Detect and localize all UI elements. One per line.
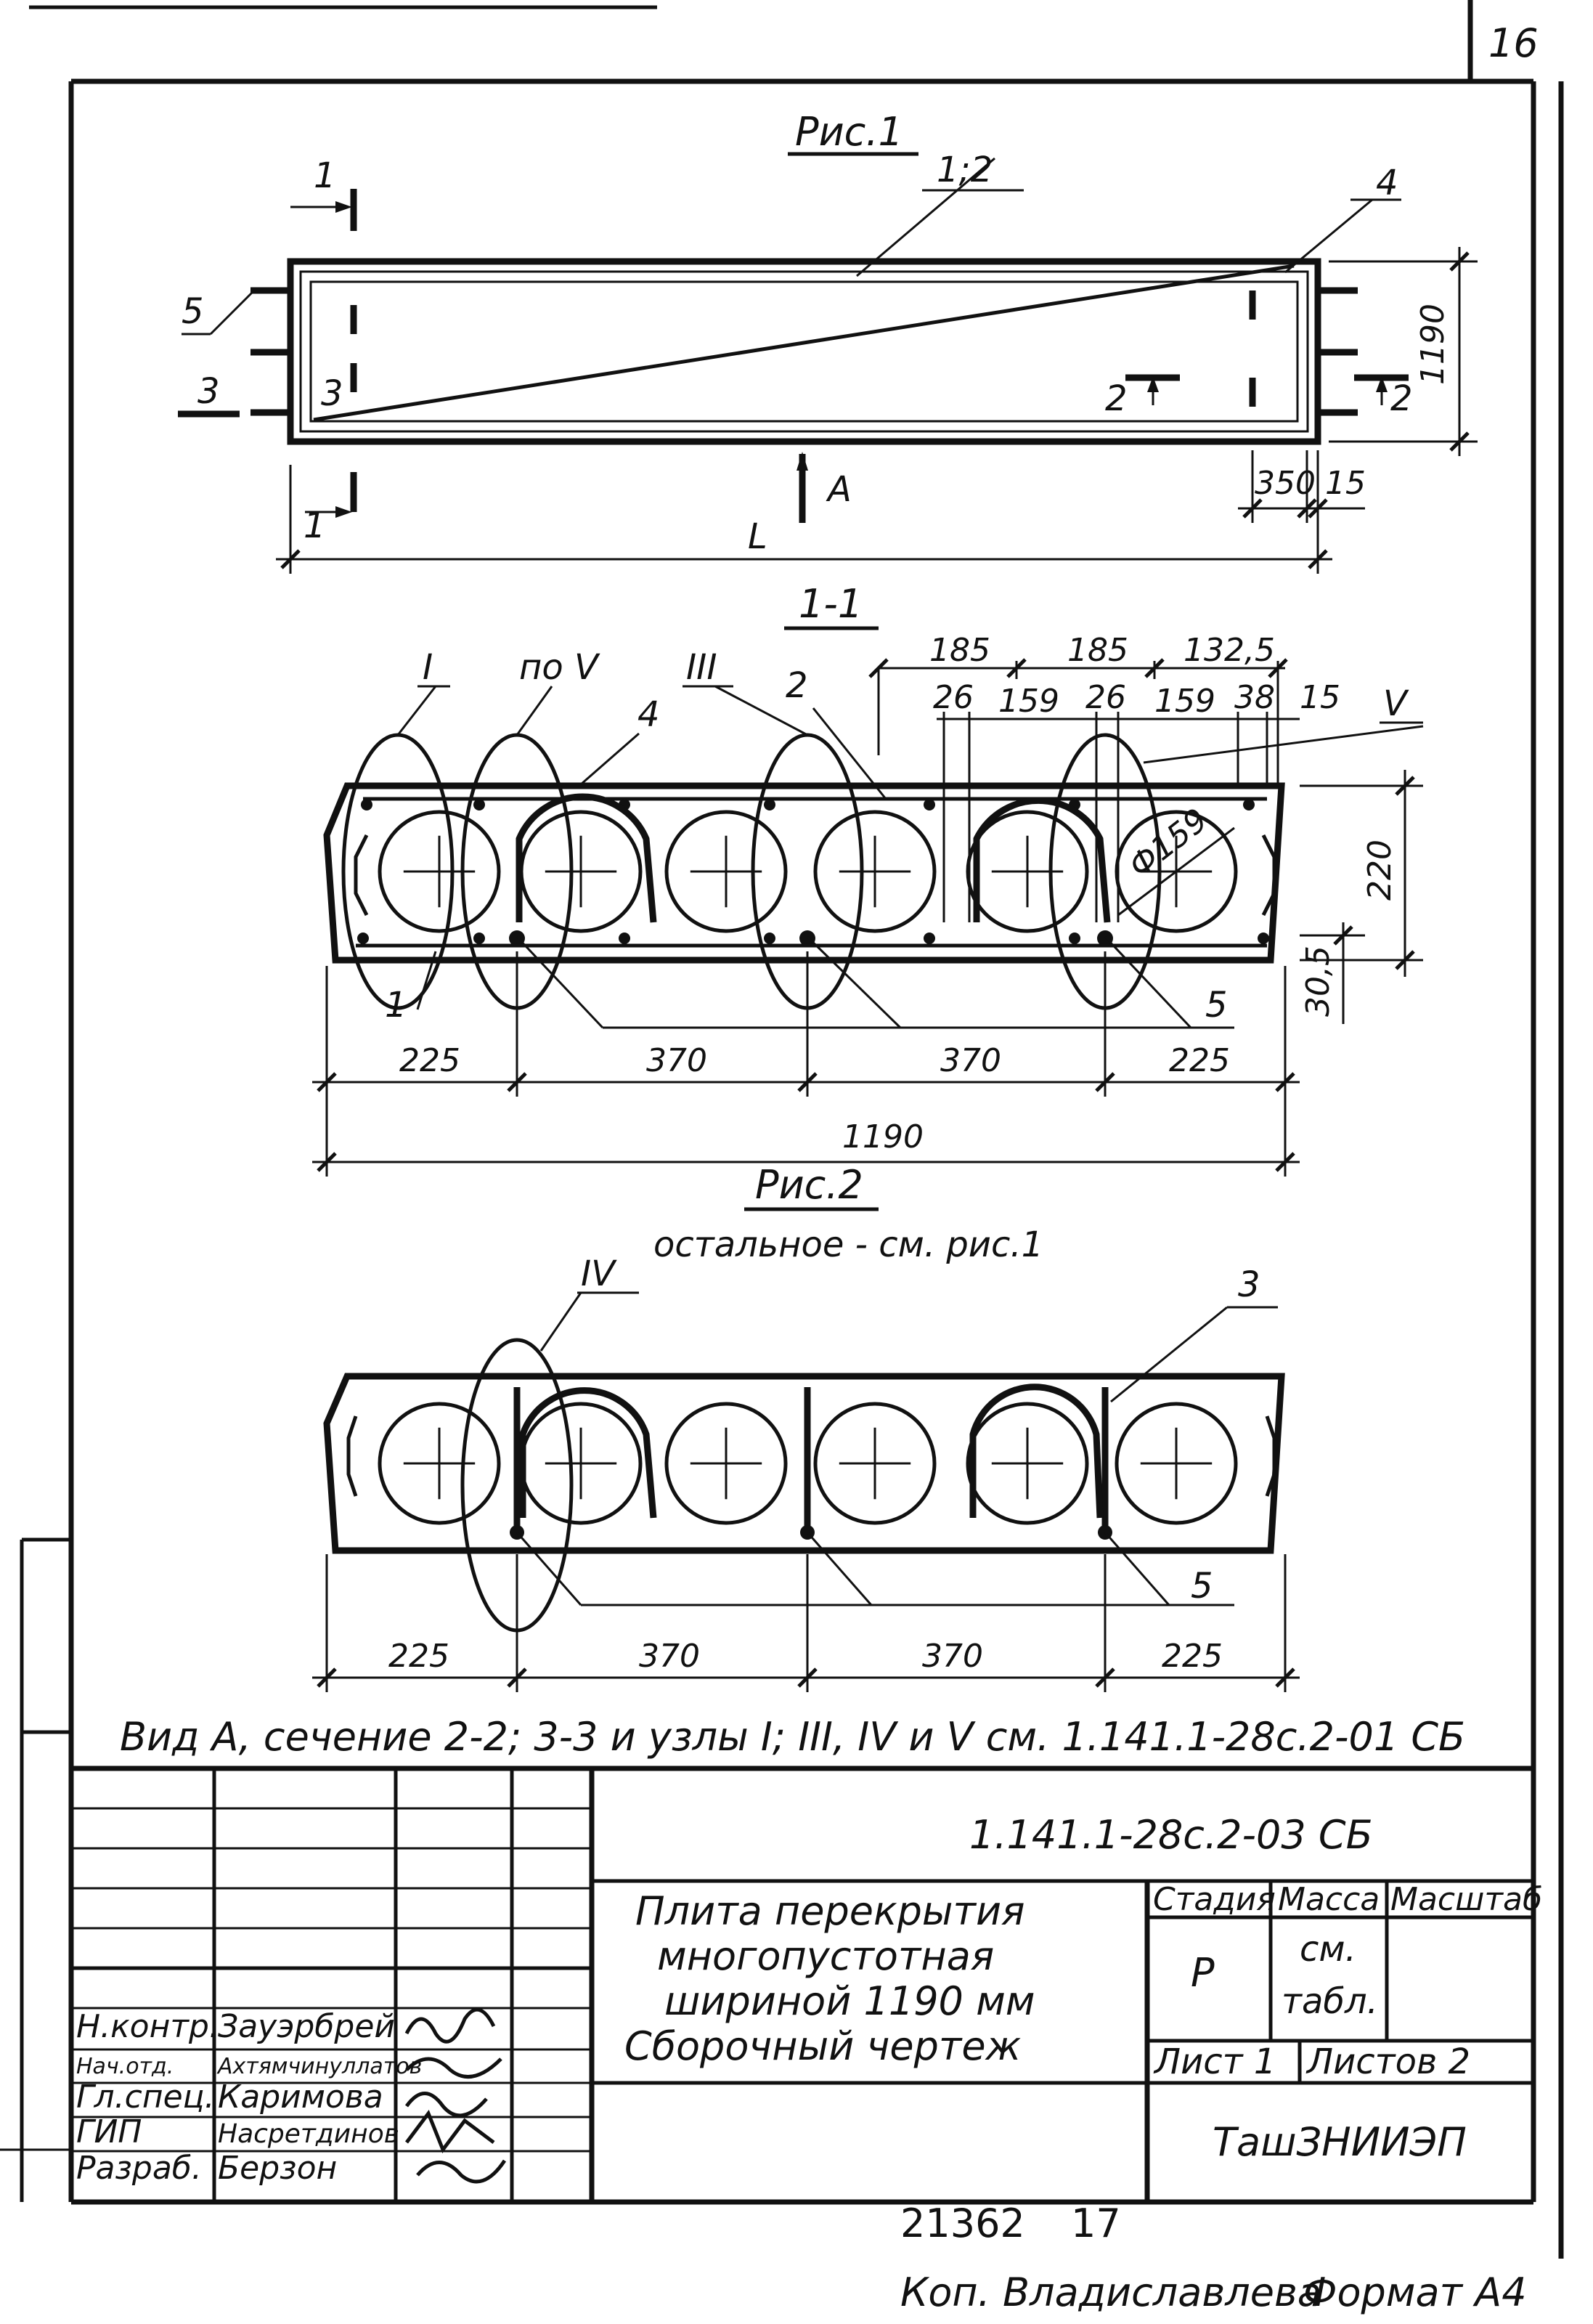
section-leader-5: 5 bbox=[1205, 985, 1228, 1025]
sig-role-5: Разраб. bbox=[76, 2150, 202, 2187]
title-line-2: многопустотная bbox=[657, 1933, 995, 1979]
fig2-dim-bottom-2: 370 bbox=[639, 1638, 700, 1675]
title-line-1: Плита перекрытия bbox=[635, 1888, 1025, 1934]
sig-name-3: Каримова bbox=[218, 2079, 383, 2116]
section-dim-top-3: 132,5 bbox=[1183, 632, 1275, 669]
bottom-bar-dot bbox=[764, 933, 775, 944]
section-dim-top-2: 185 bbox=[1067, 632, 1128, 669]
format: Формат А4 bbox=[1303, 2270, 1527, 2315]
fig1-dim-350: 350 bbox=[1255, 465, 1316, 502]
section-title: 1-1 bbox=[799, 581, 863, 627]
section-dim-top-1: 185 bbox=[929, 632, 990, 669]
title-line-3: шириной 1190 мм bbox=[664, 1978, 1035, 2024]
bottom-number: 21362 bbox=[900, 2201, 1025, 2246]
section-dim-bottom-3: 370 bbox=[940, 1042, 1001, 1079]
sig-role-4: ГИП bbox=[76, 2113, 142, 2150]
section-dim-bottom-4: 225 bbox=[1169, 1042, 1230, 1079]
bottom-bar-dot bbox=[357, 933, 369, 944]
fig1-dim-1190: 1190 bbox=[1414, 304, 1451, 385]
sheets-label: Листов 2 bbox=[1307, 2041, 1471, 2082]
section-dim-bottom-1: 225 bbox=[399, 1042, 460, 1079]
sig-name-2: Ахтямчинуллатов bbox=[218, 2054, 423, 2079]
fig1-view-a: А bbox=[828, 469, 852, 510]
section-dim-sub-6: 15 bbox=[1300, 679, 1340, 716]
fig2-section bbox=[312, 1162, 1300, 1692]
sig-role-1: Н.контр. bbox=[76, 2008, 219, 2045]
top-bar-dot bbox=[473, 799, 485, 810]
fig2-dim-bottom-4: 225 bbox=[1162, 1638, 1223, 1675]
copyist: Коп. Владиславлева bbox=[900, 2270, 1321, 2315]
bottom-bar-dot bbox=[1258, 933, 1269, 944]
fig1-leader-5: 5 bbox=[182, 291, 204, 332]
section-leader-1: 1 bbox=[385, 985, 407, 1025]
section-node-5: V bbox=[1383, 683, 1407, 724]
bottom-bar-dot bbox=[473, 933, 485, 944]
fig2-subtitle: остальное - см. рис.1 bbox=[653, 1224, 1044, 1265]
section-leader-4: 4 bbox=[637, 694, 660, 735]
fig1-cut-1-top: 1 bbox=[314, 155, 336, 196]
fig1-dim-15: 15 bbox=[1325, 465, 1366, 502]
sig-role-2: Нач.отд. bbox=[76, 2054, 174, 2079]
fig1-cut-1-bottom: 1 bbox=[303, 505, 326, 546]
fig1-leader-3-out: 3 bbox=[197, 371, 220, 412]
section-leader-2: 2 bbox=[786, 665, 808, 706]
mass-label: Масса bbox=[1278, 1881, 1380, 1918]
section-dim-diam: Ф159 bbox=[1122, 801, 1215, 885]
fig2-title: Рис.2 bbox=[755, 1162, 863, 1208]
section-dim-sub-3: 26 bbox=[1085, 679, 1126, 716]
fig2-leader-5: 5 bbox=[1191, 1566, 1213, 1606]
fig1-cut-2-right: 2 bbox=[1390, 378, 1413, 419]
signature-scribble bbox=[407, 2113, 494, 2150]
fig1-dim-length: L bbox=[748, 516, 767, 557]
reinforcement-bars bbox=[357, 799, 1269, 946]
organization: ТашЗНИИЭП bbox=[1213, 2119, 1467, 2165]
sig-name-4: Насретдинов bbox=[218, 2119, 399, 2149]
top-bar-dot bbox=[361, 799, 372, 810]
top-bar-dot bbox=[924, 799, 935, 810]
section-dim-sub-2: 159 bbox=[998, 683, 1059, 720]
stage-value: Р bbox=[1191, 1950, 1215, 1996]
fig2-dim-bottom-1: 225 bbox=[388, 1638, 449, 1675]
title-block bbox=[71, 1768, 1542, 2202]
top-bar-dot bbox=[1243, 799, 1255, 810]
section-dim-cover: 30,5 bbox=[1300, 946, 1337, 1017]
bottom-bar-dot bbox=[1069, 933, 1080, 944]
section-dim-sub-5: 38 bbox=[1234, 679, 1275, 716]
mass-value-2: табл. bbox=[1282, 1981, 1378, 2022]
section-dim-total: 1190 bbox=[842, 1118, 924, 1155]
fig2-leader-3: 3 bbox=[1238, 1264, 1260, 1305]
scale-label: Масштаб bbox=[1390, 1881, 1543, 1918]
sheet-label: Лист 1 bbox=[1154, 2041, 1276, 2082]
bottom-bar-dot bbox=[619, 933, 630, 944]
sig-name-1: Зауэрбрей bbox=[218, 2008, 396, 2045]
section-node-3: III bbox=[686, 647, 717, 688]
section-1-1 bbox=[312, 581, 1423, 1177]
section-node-1: I bbox=[423, 647, 433, 688]
sheet-number: 16 bbox=[1488, 20, 1539, 66]
fig2-node-4: IV bbox=[581, 1254, 615, 1294]
fig1-cut-2-left: 2 bbox=[1105, 378, 1128, 419]
title-line-4: Сборочный чертеж bbox=[624, 2023, 1022, 2069]
top-bar-dot bbox=[764, 799, 775, 810]
section-dim-sub-1: 26 bbox=[933, 679, 974, 716]
fig1-leader-1-2: 1;2 bbox=[937, 150, 993, 190]
signature-scribble bbox=[407, 2094, 486, 2116]
mass-value-1: см. bbox=[1300, 1929, 1356, 1970]
signature-scribble bbox=[417, 2161, 505, 2182]
sig-role-3: Гл.спец. bbox=[76, 2079, 215, 2116]
bottom-bar-dot bbox=[924, 933, 935, 944]
section-dim-bottom-2: 370 bbox=[646, 1042, 707, 1079]
bottom-page: 17 bbox=[1071, 2201, 1121, 2246]
fig1-plan bbox=[178, 109, 1478, 574]
sig-name-5: Берзон bbox=[218, 2150, 338, 2187]
fig1-title: Рис.1 bbox=[795, 109, 903, 155]
reference-note: Вид А, сечение 2-2; 3-3 и узлы I; III, IV и V см. 1.141.1-28с.2-01 СБ bbox=[120, 1714, 1466, 1760]
doc-code: 1.141.1-28с.2-03 СБ bbox=[969, 1812, 1373, 1858]
stage-label: Стадия bbox=[1153, 1881, 1276, 1918]
fig1-leader-4: 4 bbox=[1376, 163, 1398, 203]
section-dim-sub-4: 159 bbox=[1154, 683, 1215, 720]
section-node-pov: по V bbox=[519, 647, 598, 688]
fig1-leader-3-in: 3 bbox=[321, 373, 343, 414]
section-dim-height: 220 bbox=[1361, 840, 1398, 901]
fig2-dim-bottom-3: 370 bbox=[922, 1638, 983, 1675]
signature-scribble bbox=[407, 2010, 494, 2041]
